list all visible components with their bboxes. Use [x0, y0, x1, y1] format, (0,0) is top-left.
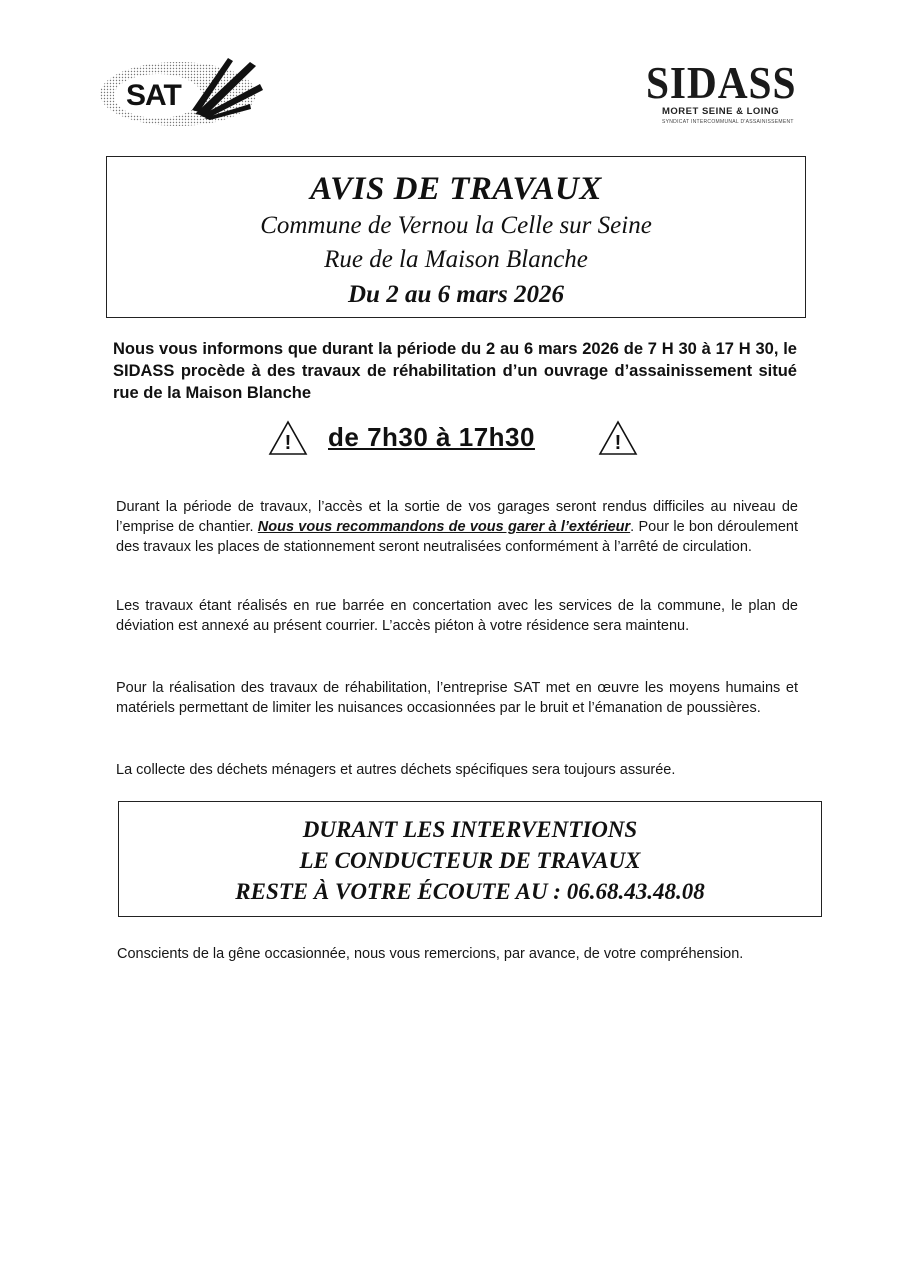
page-title: AVIS DE TRAVAUX: [310, 171, 602, 207]
svg-text:!: !: [284, 432, 292, 454]
commune-name: Commune de Vernou la Celle sur Seine: [260, 212, 652, 239]
sidass-logo-subtitle: MORET SEINE & LOING: [662, 106, 780, 117]
hours-banner: [268, 418, 648, 462]
warning-icon: [268, 420, 308, 456]
sidass-logo-tagline: SYNDICAT INTERCOMMUNAL D'ASSAINISSEMENT: [662, 119, 794, 125]
sidass-logo-text: SIDASS: [646, 57, 797, 108]
contact-line-3: RESTE À VOTRE ÉCOUTE AU : 06.68.43.48.08: [235, 879, 705, 904]
paragraph-waste: La collecte des déchets ménagers et autres déchets spécifiques sera toujours assurée.: [116, 762, 676, 778]
warning-icon: [598, 420, 638, 456]
hours-text: de 7h30 à 17h30: [328, 422, 535, 452]
closing-paragraph: Conscients de la gêne occasionnée, nous vous remercions, par avance, de votre compréhension.: [117, 946, 744, 962]
svg-text:!: !: [614, 432, 622, 454]
paragraph-detour: Les travaux étant réalisés en rue barrée en concertation avec les services de la commune, le plan de déviation est annexé au présent courrier. L’accès piéton à votre résidence sera maintenu.: [116, 598, 798, 634]
paragraph-access-end: . Pour le bon déroulement des travaux les places de stationnement seront neutralisées conformément à l’arrêté de circulation.: [116, 519, 799, 555]
parking-recommendation: Nous vous recommandons de vous garer à l’extérieur: [257, 519, 631, 535]
paragraph-nuisances: Pour la réalisation des travaux de réhabilitation, l’entreprise SAT met en œuvre les moyens humains et matériels permettant de limiter les nuisances occasionnées par le bruit et l’émanation de poussières.: [116, 680, 798, 716]
sidass-logo: [640, 57, 815, 130]
contact-box: [118, 801, 822, 917]
contact-line-2: LE CONDUCTEUR DE TRAVAUX: [299, 848, 641, 873]
paragraph-access: [116, 497, 798, 557]
street-name: Rue de la Maison Blanche: [324, 246, 588, 273]
title-box: [106, 156, 806, 318]
sat-logo: [100, 52, 268, 134]
intro-paragraph: Nous vous informons que durant la période du 2 au 6 mars 2026 de 7 H 30 à 17 H 30, le SIDASS procède à des travaux de réhabilitation d’un ouvrage d’assainissement situé rue de la Maison Blanche: [113, 340, 797, 402]
contact-line-1: DURANT LES INTERVENTIONS: [302, 817, 638, 842]
work-dates: Du 2 au 6 mars 2026: [347, 281, 564, 308]
paragraph-access-start: Durant la période de travaux, l’accès et la sortie de vos garages seront rendus difficiles au niveau de l’emprise de chantier.: [116, 499, 798, 535]
sat-logo-text: SAT: [126, 79, 181, 112]
